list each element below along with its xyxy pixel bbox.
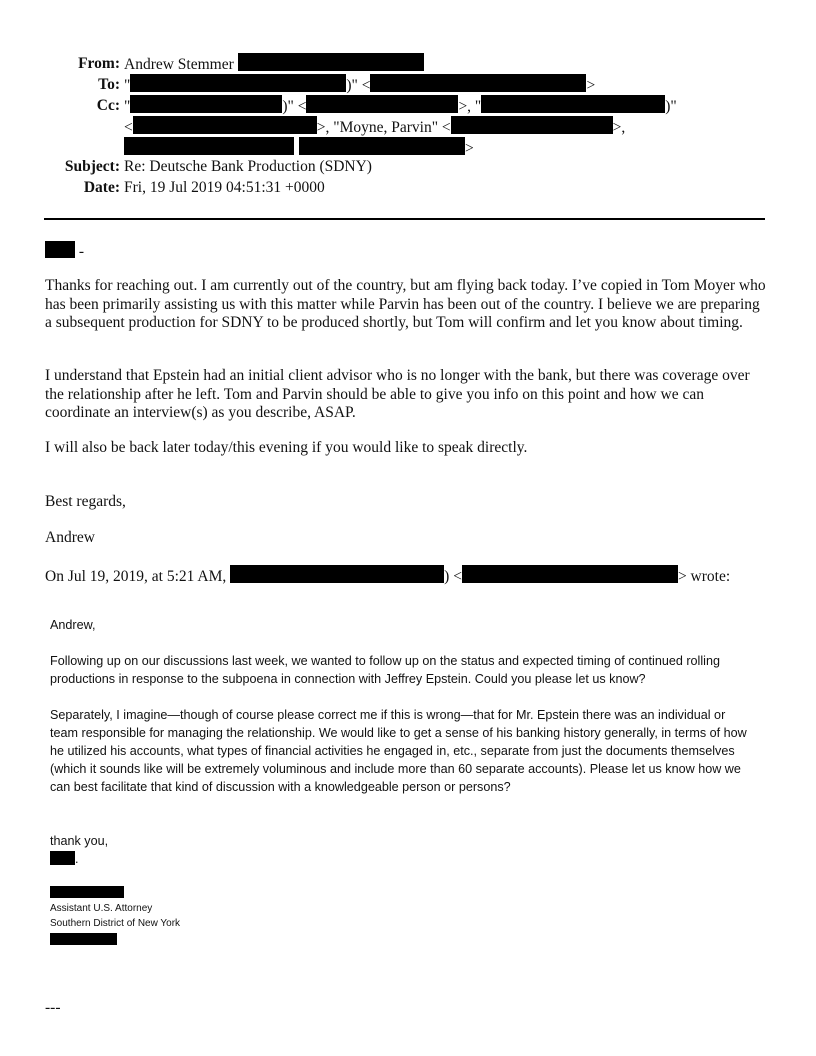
body-paragraph-3: I will also be back later today/this evening if you would like to speak directly. (45, 439, 528, 456)
attribution-prefix: On Jul 19, 2019, at 5:21 AM, (45, 568, 227, 585)
redacted-name (230, 565, 444, 583)
cc-text-5: < (124, 119, 133, 136)
redacted-email (238, 53, 424, 71)
greeting (45, 241, 770, 262)
redacted-name (481, 95, 665, 113)
footer-separator: --- (45, 999, 61, 1016)
quoted-name-suffix: . (75, 852, 79, 866)
signoff: Andrew (45, 529, 95, 546)
redacted-email (462, 565, 678, 583)
redacted-email (299, 137, 465, 155)
body-paragraph-2: I understand that Epstein had an initial client advisor who is no longer with the bank, but there was coverage over the relationship after he left. Tom and Parvin should be able to give you info on this point and how we can coordinate an interview(s) as you describe, ASAP. (45, 367, 750, 421)
redacted-email (133, 116, 317, 134)
redacted-name (130, 74, 346, 92)
quote-attribution (45, 565, 770, 587)
redacted-name (124, 137, 294, 155)
greeting-suffix: - (78, 243, 85, 260)
redacted-phone (50, 933, 117, 945)
to-text-2: )" < (346, 77, 371, 94)
cc-text-7: >, (612, 119, 626, 136)
cc-text-8: > (465, 140, 474, 157)
redacted-email (451, 116, 613, 134)
date-label: Date: (83, 179, 120, 196)
sig-title: Assistant U.S. Attorney (50, 903, 153, 914)
attribution-suffix: > wrote: (677, 568, 731, 585)
cc-text-4: )" (665, 98, 677, 115)
cc-text-1: " (124, 98, 131, 115)
cc-label: Cc: (96, 97, 120, 114)
cc-text-6: >, "Moyne, Parvin" < (316, 119, 451, 136)
closing: Best regards, (45, 493, 126, 510)
quoted-paragraph-1: Following up on our discussions last week, we wanted to follow up on the status and expected timing of continued rolling productions in response to the subpoena in connection with Jeffrey Epstein. Could you please let us know? (50, 654, 720, 686)
redacted-name (50, 851, 75, 865)
header-divider (44, 218, 765, 220)
redacted-name (50, 886, 124, 898)
to-label: To: (98, 76, 120, 93)
redacted-email (306, 95, 458, 113)
sig-office: Southern District of New York (50, 918, 181, 929)
cc-text-2: )" < (282, 98, 307, 115)
signature-block (50, 886, 750, 945)
subject-text: Re: Deutsche Bank Production (SDNY) (124, 158, 372, 175)
date-text: Fri, 19 Jul 2019 04:51:31 +0000 (124, 179, 325, 196)
subject-label: Subject: (64, 158, 120, 175)
cc-text-3: >, " (458, 98, 482, 115)
from-name: Andrew Stemmer (124, 56, 234, 73)
redacted-name (130, 95, 282, 113)
body-paragraph-1: Thanks for reaching out. I am currently out of the country, but am flying back today. I’ve copied in Tom Moyer who has been primarily assisting us with this matter while Parvin has been out of the country. I believe we are preparing a subsequent production for SDNY to be produced shortly, but Tom will confirm and let you know about timing. (45, 277, 766, 331)
quoted-greeting: Andrew, (50, 618, 96, 632)
from-label: From: (78, 55, 120, 72)
quoted-thanks: thank you, (50, 834, 109, 848)
redacted-email (370, 74, 586, 92)
quoted-sender-name (50, 850, 750, 868)
quoted-paragraph-2: Separately, I imagine—though of course please correct me if this is wrong—that for Mr. Epstein there was an individual or team responsible for managing the relationship. We would like to get a sense of his banking history generally, in terms of how he utilized his accounts, what types of financial activities he engaged in, etc., separate from just the documents themselves (which it sounds like will be extremely voluminous and include more than 60 separate accounts). Please let us know how we can best facilitate that kind of discussion with a knowledgeable person or persons? (50, 708, 747, 794)
to-text-3: > (586, 77, 596, 94)
attribution-mid: ) < (444, 568, 462, 585)
to-text-1: " (124, 77, 131, 94)
redacted-name (45, 241, 75, 258)
